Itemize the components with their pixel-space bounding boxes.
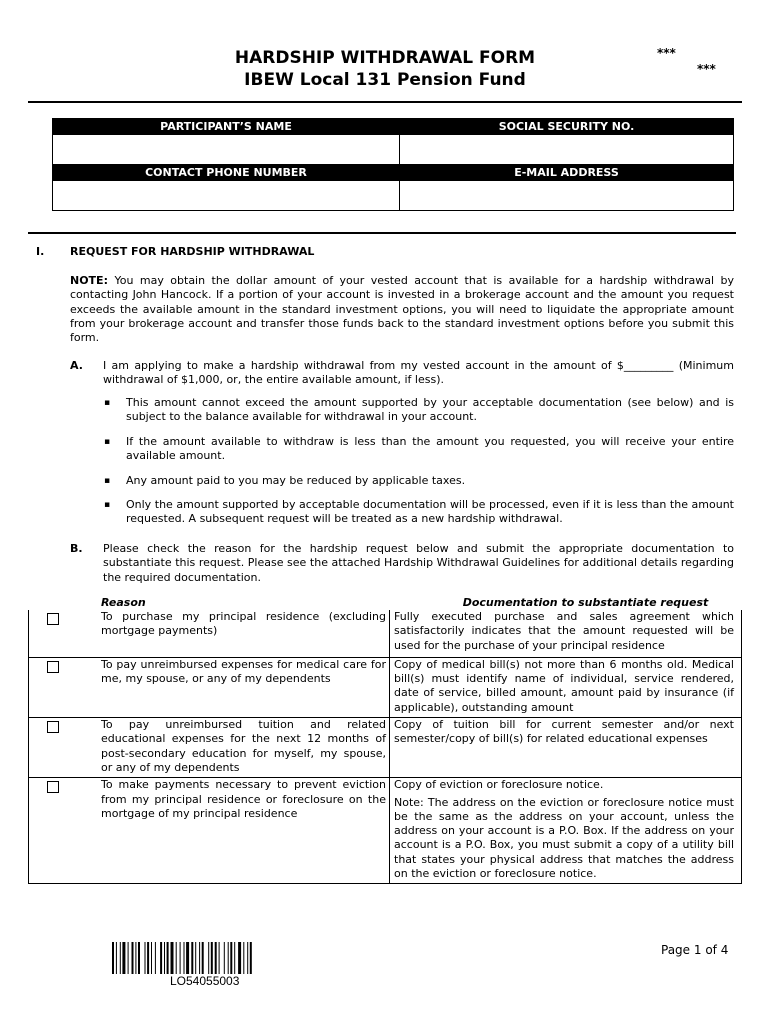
barcode-bar (180, 942, 181, 974)
reason-checkbox[interactable] (47, 661, 59, 673)
barcode-bar (191, 942, 193, 974)
barcode-bar (138, 942, 140, 974)
ssn-label: SOCIAL SECURITY NO. (400, 119, 734, 135)
contact-phone-label: CONTACT PHONE NUMBER (53, 165, 400, 181)
form-subtitle: IBEW Local 131 Pension Fund (244, 70, 526, 90)
barcode-bar (120, 942, 121, 974)
documentation-text: Copy of tuition bill for current semester and/or next semester/copy of bill(s) for related educational expenses (390, 718, 742, 778)
stars-mark: *** (657, 46, 676, 60)
section-title: REQUEST FOR HARDSHIP WITHDRAWAL (70, 245, 315, 258)
participant-name-label: PARTICIPANT’S NAME (53, 119, 400, 135)
barcode (112, 942, 298, 974)
documentation-text: Fully executed purchase and sales agreement which satisfactorily indicates that the amount requested will be used for the purchase of your principal residence (390, 610, 742, 657)
barcode-bar (147, 942, 149, 974)
ssn-field[interactable] (400, 135, 734, 165)
reason-header: Reason (101, 596, 146, 609)
documentation-text: Copy of eviction or foreclosure notice. (394, 778, 604, 792)
barcode-bar (208, 942, 209, 974)
barcode-bar (164, 942, 165, 974)
barcode-bar (112, 942, 114, 974)
documentation-header: Documentation to substantiate request (462, 596, 709, 609)
stars-mark: *** (697, 62, 716, 76)
barcode-bar (247, 942, 248, 974)
barcode-bar (167, 942, 169, 974)
bullet-text: Only the amount supported by acceptable documentation will be processed, even if it is less than the amount requested. A subsequent request will be treated as a new hardship withdrawal. (126, 498, 734, 526)
bullet-text: If the amount available to withdraw is less than the amount you requested, you will receive your entire available amount. (126, 435, 734, 463)
note-text: You may obtain the dollar amount of your vested account that is available for a hardship withdrawal by contacting John Hancock. If a portion of your account is invested in a brokerage account and the amount you request exceeds the available amount in the standard investment options, you will need to liquidate the appropriate amount from your brokerage account and transfer those funds back to the standard investment options before you submit this form. (70, 274, 735, 345)
form-title: HARDSHIP WITHDRAWAL FORM (234, 48, 536, 68)
barcode-bar (230, 942, 232, 974)
barcode-bar (186, 942, 189, 974)
barcode-bar (160, 942, 162, 974)
item-b-text: Please check the reason for the hardship request below and submit the appropriate documentation to substantiate this request. Please see the attached Hardship Withdrawal Guidelines for additional details regarding the required documentation. (103, 542, 734, 584)
reason-checkbox[interactable] (47, 613, 59, 625)
bullet-text: Any amount paid to you may be reduced by applicable taxes. (126, 474, 466, 487)
reason-checkbox[interactable] (47, 721, 59, 733)
barcode-bar (219, 942, 220, 974)
bullet-text: This amount cannot exceed the amount supported by your acceptable documentation (see below) and is subject to the balance available for withdrawal in your account. (126, 396, 734, 424)
barcode-bar (116, 942, 117, 974)
barcode-bar (211, 942, 213, 974)
email-field[interactable] (400, 181, 734, 211)
barcode-bar (184, 942, 185, 974)
barcode-number: LO54055003 (170, 974, 240, 988)
header-divider (28, 101, 742, 103)
reasons-table (28, 596, 742, 884)
page-number: Page 1 of 4 (661, 943, 729, 957)
reason-checkbox[interactable] (47, 781, 59, 793)
reason-text: To pay unreimbursed tuition and related educational expenses for the next 12 months of post-secondary education for myself, my spouse, or any of my dependents (101, 718, 390, 778)
barcode-bar (234, 942, 235, 974)
bullet-icon: ▪ (104, 437, 111, 447)
note-label: NOTE: (70, 274, 108, 287)
barcode-bar (243, 942, 244, 974)
barcode-bar (195, 942, 196, 974)
contact-phone-field[interactable] (53, 181, 400, 211)
barcode-bar (199, 942, 200, 974)
barcode-bar (122, 942, 125, 974)
barcode-bar (228, 942, 229, 974)
bullet-icon: ▪ (104, 476, 111, 486)
bullet-icon: ▪ (104, 398, 111, 408)
barcode-bar (171, 942, 174, 974)
barcode-bar (128, 942, 129, 974)
barcode-bar (250, 942, 252, 974)
bullet-icon: ▪ (104, 500, 111, 510)
barcode-bar (202, 942, 204, 974)
reason-text: To make payments necessary to prevent eviction from my principal residence or foreclosure on the mortgage of my principal residence (101, 778, 390, 884)
barcode-bar (132, 942, 134, 974)
barcode-bar (151, 942, 152, 974)
barcode-bar (238, 942, 241, 974)
reason-text: To purchase my principal residence (excluding mortgage payments) (101, 610, 390, 657)
item-b-label: B. (70, 542, 83, 555)
documentation-text: Copy of medical bill(s) not more than 6 months old. Medical bill(s) must identify name of individual, service rendered, date of service, billed amount, amount paid by insurance (if applicable), outstanding amount (390, 657, 742, 717)
barcode-bar (135, 942, 136, 974)
barcode-bar (224, 942, 225, 974)
email-label: E-MAIL ADDRESS (400, 165, 734, 181)
barcode-bar (215, 942, 217, 974)
barcode-bar (176, 942, 177, 974)
note-paragraph (70, 274, 734, 345)
section-divider (28, 232, 736, 234)
participant-name-field[interactable] (53, 135, 400, 165)
barcode-bar (145, 942, 146, 974)
section-number: I. (36, 245, 45, 258)
reason-text: To pay unreimbursed expenses for medical care for me, my spouse, or any of my dependents (101, 657, 390, 717)
item-a-text: I am applying to make a hardship withdrawal from my vested account in the amount of $_________ (Minimum withdrawal of $1,000, or, the entire available amount, if less). (103, 359, 734, 387)
barcode-bar (155, 942, 156, 974)
documentation-note: Note: The address on the eviction or foreclosure notice must be the same as the address on your account, unless the address on your account is a P.O. Box. If the address on your account is a P.O. Box, you must submit a copy of a utility bill that states your physical address that matches the address on the eviction or foreclosure notice. (394, 795, 734, 881)
participant-table (52, 118, 734, 211)
item-a-label: A. (70, 359, 83, 372)
